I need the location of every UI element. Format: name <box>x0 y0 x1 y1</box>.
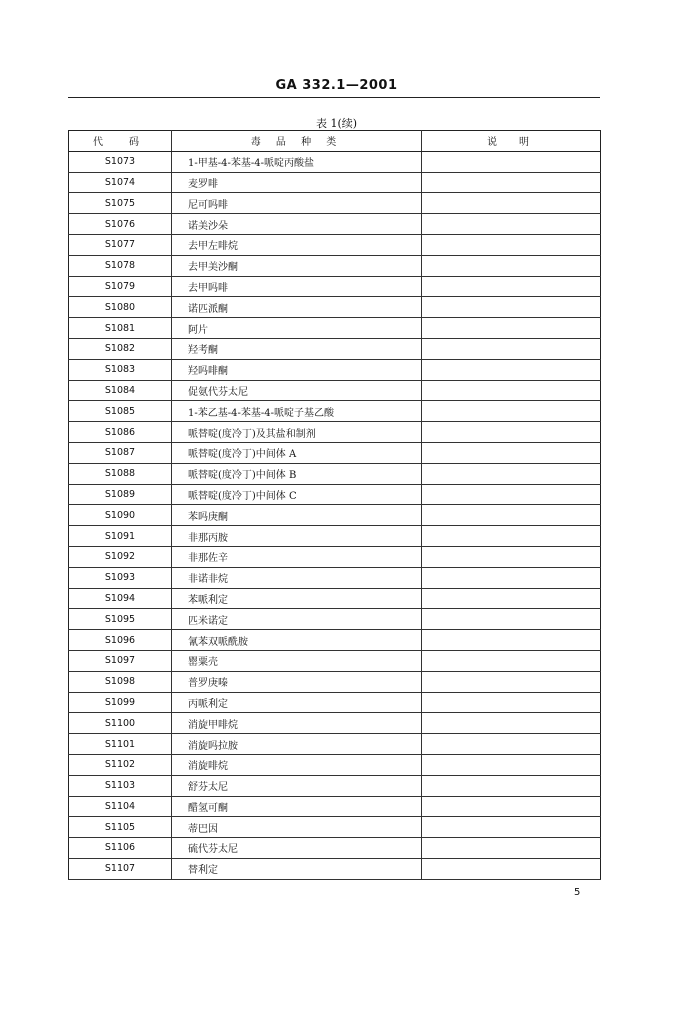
table-row <box>69 838 601 859</box>
note-cell <box>422 338 601 359</box>
table-row <box>69 526 601 547</box>
drug-name-cell: 匹米诺定 <box>172 609 422 630</box>
drug-name-cell: 氰苯双哌酰胺 <box>172 630 422 651</box>
drug-table <box>68 130 601 880</box>
table-row <box>69 442 601 463</box>
note-cell <box>422 255 601 276</box>
drug-name-cell: 消旋甲啡烷 <box>172 713 422 734</box>
note-cell <box>422 588 601 609</box>
drug-name-cell: 非那丙胺 <box>172 526 422 547</box>
table-row <box>69 505 601 526</box>
drug-name-cell: 羟吗啡酮 <box>172 359 422 380</box>
drug-name-cell: 去甲美沙酮 <box>172 255 422 276</box>
drug-code-cell: S1096 <box>69 630 172 651</box>
table-row <box>69 754 601 775</box>
drug-code-cell: S1106 <box>69 838 172 859</box>
drug-name-cell: 苯哌利定 <box>172 588 422 609</box>
note-cell <box>422 422 601 443</box>
drug-code-cell: S1091 <box>69 526 172 547</box>
drug-name-cell: 去甲吗啡 <box>172 276 422 297</box>
drug-name-cell: 舒芬太尼 <box>172 775 422 796</box>
note-cell <box>422 234 601 255</box>
page-number: 5 <box>574 887 581 898</box>
drug-code-cell: S1086 <box>69 422 172 443</box>
table-row <box>69 401 601 422</box>
drug-code-cell: S1073 <box>69 151 172 172</box>
drug-code-cell: S1107 <box>69 858 172 879</box>
note-cell <box>422 609 601 630</box>
note-cell <box>422 796 601 817</box>
drug-code-cell: S1100 <box>69 713 172 734</box>
drug-name-cell: 哌替啶(度冷丁)中间体 C <box>172 484 422 505</box>
table-row <box>69 671 601 692</box>
drug-code-cell: S1094 <box>69 588 172 609</box>
note-cell <box>422 630 601 651</box>
table-body <box>69 151 601 879</box>
column-header-note: 说 明 <box>422 131 601 152</box>
note-cell <box>422 775 601 796</box>
table-row <box>69 172 601 193</box>
note-cell <box>422 734 601 755</box>
drug-code-cell: S1076 <box>69 214 172 235</box>
drug-code-cell: S1078 <box>69 255 172 276</box>
table-row <box>69 359 601 380</box>
table-caption: 表 1(续) <box>315 117 358 130</box>
note-cell <box>422 838 601 859</box>
note-cell <box>422 817 601 838</box>
drug-name-cell: 1-甲基-4-苯基-4-哌啶丙酸盐 <box>172 151 422 172</box>
note-cell <box>422 297 601 318</box>
drug-code-cell: S1080 <box>69 297 172 318</box>
table-row <box>69 588 601 609</box>
drug-name-cell: 丙哌利定 <box>172 692 422 713</box>
drug-code-cell: S1103 <box>69 775 172 796</box>
drug-code-cell: S1099 <box>69 692 172 713</box>
drug-name-cell: 替利定 <box>172 858 422 879</box>
drug-code-cell: S1087 <box>69 442 172 463</box>
drug-name-cell: 非那佐辛 <box>172 546 422 567</box>
table-row <box>69 796 601 817</box>
note-cell <box>422 858 601 879</box>
note-cell <box>422 546 601 567</box>
note-cell <box>422 276 601 297</box>
table-row <box>69 318 601 339</box>
table-row <box>69 567 601 588</box>
drug-name-cell: 消旋吗拉胺 <box>172 734 422 755</box>
drug-code-cell: S1083 <box>69 359 172 380</box>
drug-name-cell: 诺美沙朵 <box>172 214 422 235</box>
note-cell <box>422 505 601 526</box>
drug-code-cell: S1085 <box>69 401 172 422</box>
table-row <box>69 255 601 276</box>
note-cell <box>422 484 601 505</box>
note-cell <box>422 463 601 484</box>
drug-name-cell: 蒂巴因 <box>172 817 422 838</box>
drug-name-cell: 硫代芬太尼 <box>172 838 422 859</box>
table-row <box>69 380 601 401</box>
table-row <box>69 484 601 505</box>
note-cell <box>422 214 601 235</box>
note-cell <box>422 401 601 422</box>
drug-name-cell: 哌替啶(度冷丁)中间体 B <box>172 463 422 484</box>
table-row <box>69 817 601 838</box>
drug-name-cell: 苯吗庚酮 <box>172 505 422 526</box>
table-row <box>69 214 601 235</box>
table-header-row <box>69 131 601 152</box>
table-row <box>69 234 601 255</box>
table-row <box>69 193 601 214</box>
drug-code-cell: S1101 <box>69 734 172 755</box>
drug-code-cell: S1092 <box>69 546 172 567</box>
drug-name-cell: 消旋啡烷 <box>172 754 422 775</box>
drug-name-cell: 罂粟壳 <box>172 650 422 671</box>
drug-code-cell: S1093 <box>69 567 172 588</box>
drug-name-cell: 尼可吗啡 <box>172 193 422 214</box>
drug-code-cell: S1075 <box>69 193 172 214</box>
drug-name-cell: 1-苯乙基-4-苯基-4-哌啶子基乙酸 <box>172 401 422 422</box>
table-row <box>69 734 601 755</box>
drug-name-cell: 哌替啶(度冷丁)及其盐和制剂 <box>172 422 422 443</box>
drug-name-cell: 普罗庚嗪 <box>172 671 422 692</box>
table-row <box>69 609 601 630</box>
drug-name-cell: 醋氢可酮 <box>172 796 422 817</box>
table-row <box>69 713 601 734</box>
drug-name-cell: 麦罗啡 <box>172 172 422 193</box>
table-row <box>69 463 601 484</box>
drug-name-cell: 羟考酮 <box>172 338 422 359</box>
note-cell <box>422 442 601 463</box>
table-row <box>69 422 601 443</box>
note-cell <box>422 650 601 671</box>
drug-name-cell: 促氨代芬太尼 <box>172 380 422 401</box>
note-cell <box>422 526 601 547</box>
drug-code-cell: S1105 <box>69 817 172 838</box>
drug-name-cell: 非诺非烷 <box>172 567 422 588</box>
drug-name-cell: 哌替啶(度冷丁)中间体 A <box>172 442 422 463</box>
drug-code-cell: S1084 <box>69 380 172 401</box>
column-header-name: 毒 品 种 类 <box>172 131 422 152</box>
note-cell <box>422 567 601 588</box>
note-cell <box>422 754 601 775</box>
note-cell <box>422 713 601 734</box>
note-cell <box>422 151 601 172</box>
table-row <box>69 338 601 359</box>
drug-code-cell: S1088 <box>69 463 172 484</box>
note-cell <box>422 359 601 380</box>
document-header-title: GA 332.1—2001 <box>275 78 398 93</box>
table-row <box>69 775 601 796</box>
header-rule <box>68 97 600 98</box>
table-row <box>69 297 601 318</box>
drug-code-cell: S1074 <box>69 172 172 193</box>
table-row <box>69 692 601 713</box>
table-row <box>69 276 601 297</box>
drug-code-cell: S1104 <box>69 796 172 817</box>
drug-code-cell: S1077 <box>69 234 172 255</box>
table-row <box>69 650 601 671</box>
note-cell <box>422 318 601 339</box>
drug-code-cell: S1079 <box>69 276 172 297</box>
drug-name-cell: 去甲左啡烷 <box>172 234 422 255</box>
drug-code-cell: S1089 <box>69 484 172 505</box>
table-row <box>69 858 601 879</box>
note-cell <box>422 172 601 193</box>
drug-code-cell: S1095 <box>69 609 172 630</box>
note-cell <box>422 380 601 401</box>
table-row <box>69 546 601 567</box>
note-cell <box>422 671 601 692</box>
note-cell <box>422 193 601 214</box>
note-cell <box>422 692 601 713</box>
column-header-code: 代 码 <box>69 131 172 152</box>
table-row <box>69 630 601 651</box>
drug-code-cell: S1102 <box>69 754 172 775</box>
drug-code-cell: S1082 <box>69 338 172 359</box>
drug-code-cell: S1081 <box>69 318 172 339</box>
drug-code-cell: S1090 <box>69 505 172 526</box>
drug-name-cell: 诺匹派酮 <box>172 297 422 318</box>
table-row <box>69 151 601 172</box>
drug-code-cell: S1098 <box>69 671 172 692</box>
drug-name-cell: 阿片 <box>172 318 422 339</box>
drug-code-cell: S1097 <box>69 650 172 671</box>
